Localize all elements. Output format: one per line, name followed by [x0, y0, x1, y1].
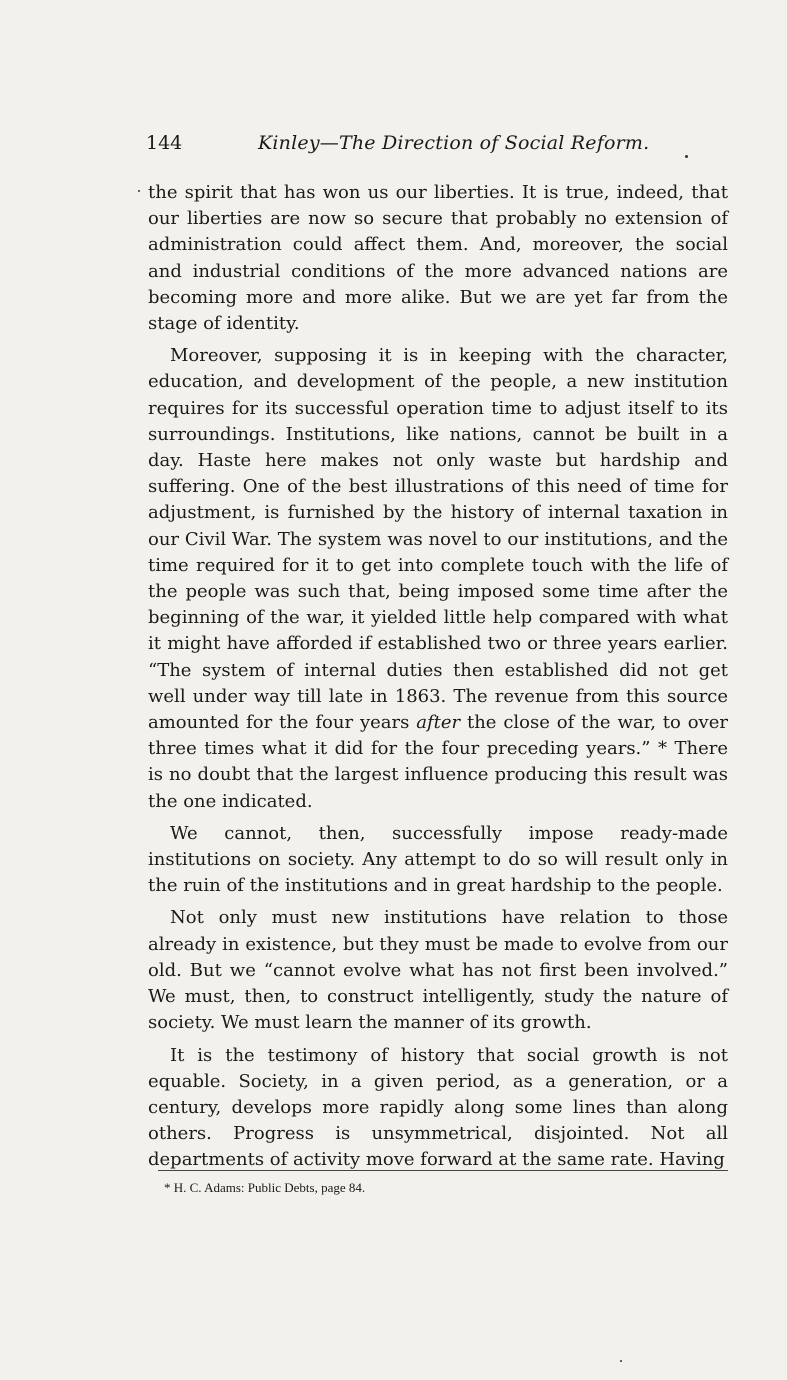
page-header	[146, 132, 726, 162]
paragraph-5: It is the testimony of history that social growth is not equable. Society, in a given period, as a generation, or a century, develops more rapidly along some lines than along others. Progress is unsymmetrical, disjointed. Not all departments of activity move forward at the same rate. Having	[148, 1044, 728, 1171]
footnote-rule	[158, 1170, 728, 1171]
footnote: * H. C. Adams: Public Debts, page 84.	[164, 1180, 366, 1195]
paragraph-4: Not only must new institutions have relation to those already in existence, but they must be made to evolve from our old. But we “cannot evolve what has not first been involved.” We must, then, to construct intelligently, study the nature of society. We must learn the manner of its growth.	[148, 907, 728, 1034]
paragraph-2-part-2: the close of the war, to over three times what it did for the four preceding years.” * There is no doubt that the largest influence producing this result was the one indicated.	[148, 712, 728, 812]
body-text	[148, 180, 728, 1180]
paragraph-3: We cannot, then, successfully impose ready-made institutions on society. Any attempt to do so will result only in the ruin of the institutions and in great hardship to the people.	[148, 822, 728, 897]
page-number: 144	[146, 132, 183, 154]
print-speck	[138, 190, 140, 192]
running-head: Kinley—The Direction of Social Reform.	[258, 132, 650, 154]
paragraph-2-italic: after	[416, 712, 461, 734]
paragraph-2	[148, 343, 728, 815]
print-speck	[685, 155, 688, 158]
print-speck	[620, 1360, 622, 1362]
paragraph-2-part-1: Moreover, supposing it is in keeping with the character, education, and development of the people, a new institution requires for its successful operation time to adjust itself to its surroundings. Institutions, like nations, cannot be built in a day. Haste here makes not only waste but hardship and suffering. One of the best illustrations of this need of time for adjustment, is furnished by the history of internal taxation in our Civil War. The system was novel to our institutions, and the time required for it to get into complete touch with the life of the people was such that, being imposed some time after the beginning of the war, it yielded little help compared with what it might have afforded if established two or three years earlier. “The system of internal duties then established did not get well under way till late in 1863. The revenue from this source amounted for the four years	[148, 345, 728, 734]
paragraph-1: the spirit that has won us our liberties. It is true, indeed, that our liberties are now so secure that probably no extension of administration could affect them. And, moreover, the social and industrial conditions of the more advanced nations are becoming more and more alike. But we are yet far from the stage of identity.	[148, 182, 728, 335]
